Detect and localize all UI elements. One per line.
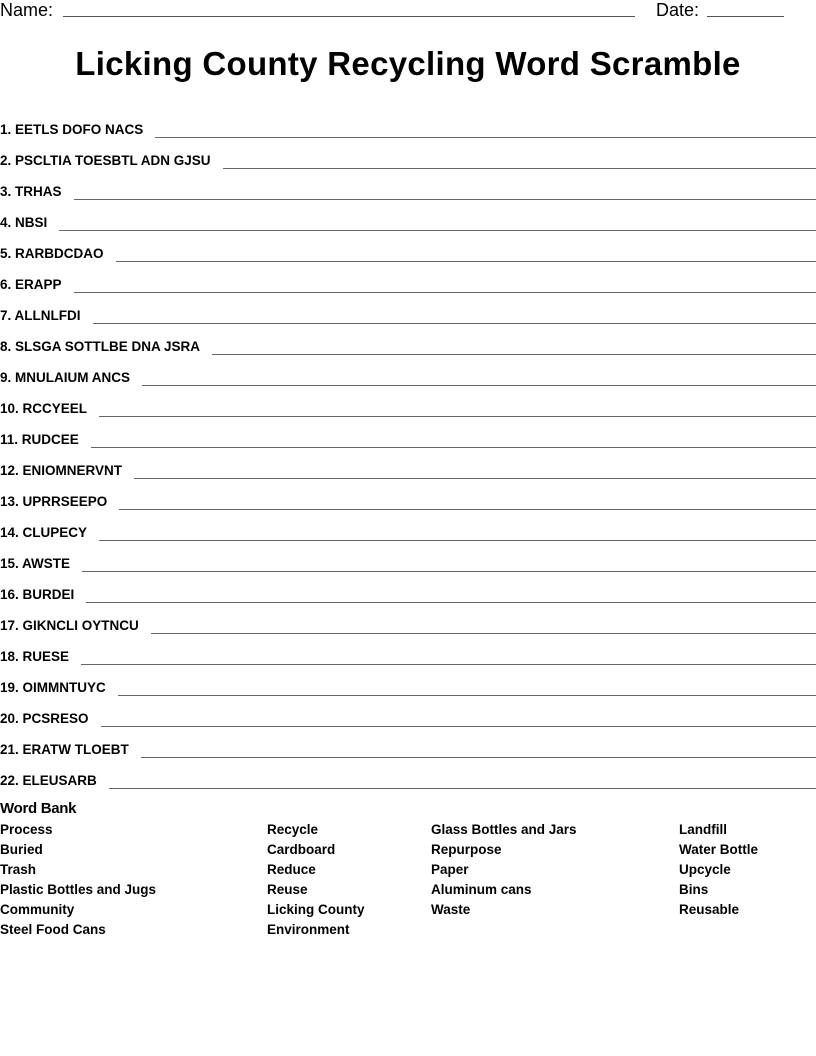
answer-line[interactable] [74,292,816,293]
question-row [0,141,816,172]
answer-line[interactable] [109,788,816,789]
worksheet-title: Licking County Recycling Word Scramble [75,45,741,82]
word-bank-item: Community [0,902,75,917]
scrambled-word: 2. PSCLTIA TOESBTL ADN GJSU [0,153,211,168]
scrambled-word: 5. RARBDCDAO [0,246,104,261]
word-bank-item: Aluminum cans [431,882,532,897]
scrambled-word: 8. SLSGA SOTTLBE DNA JSRA [0,339,201,354]
question-row [0,327,816,358]
question-row [0,265,816,296]
scrambled-word: 15. AWSTE [0,556,71,571]
question-row [0,637,816,668]
question-row [0,296,816,327]
word-bank-item: Reusable [679,902,740,917]
answer-line[interactable] [151,633,816,634]
scrambled-word: 20. PCSRESO [0,711,89,726]
scrambled-word: 12. ENIOMNERVNT [0,463,123,478]
word-bank-item: Environment [267,922,350,937]
word-bank-column [431,821,577,921]
scrambled-word: 16. BURDEI [0,587,75,602]
question-row [0,358,816,389]
answer-line[interactable] [142,385,816,386]
word-bank-item: Landfill [679,822,727,837]
answer-line[interactable] [99,416,816,417]
question-row [0,389,816,420]
word-bank-column [0,821,156,941]
answer-line[interactable] [59,230,816,231]
scrambled-word: 18. RUESE [0,649,70,664]
scrambled-word: 14. CLUPECY [0,525,88,540]
word-bank-item: Upcycle [679,862,731,877]
answer-line[interactable] [134,478,816,479]
word-bank-item: Buried [0,842,43,857]
word-bank-column [267,821,365,941]
scrambled-word: 19. OIMMNTUYC [0,680,106,695]
question-row [0,203,816,234]
question-row [0,730,816,761]
scrambled-word: 22. ELEUSARB [0,773,97,788]
question-row [0,172,816,203]
answer-line[interactable] [99,540,816,541]
date-label: Date: [656,0,700,20]
scrambled-word: 13. UPRRSEEPO [0,494,108,509]
answer-line[interactable] [119,509,816,510]
name-answer-line[interactable] [63,16,635,17]
question-row [0,513,816,544]
word-bank-item: Steel Food Cans [0,922,106,937]
scrambled-word: 7. ALLNLFDI [0,308,81,323]
answer-line[interactable] [116,261,816,262]
word-bank-item: Water Bottle [679,842,759,857]
question-row [0,699,816,730]
word-bank-item: Paper [431,862,469,877]
question-row [0,544,816,575]
name-label: Name: [0,0,54,20]
answer-line[interactable] [93,323,816,324]
scrambled-word: 9. MNULAIUM ANCS [0,370,130,385]
word-bank-item: Trash [0,862,37,877]
answer-line[interactable] [81,664,816,665]
word-bank-item: Reuse [267,882,308,897]
word-bank-title: Word Bank [0,800,77,817]
word-bank-item: Glass Bottles and Jars [431,822,577,837]
question-row [0,420,816,451]
word-bank-item: Recycle [267,822,319,837]
word-bank-item: Cardboard [267,842,336,857]
word-bank-item: Licking County [267,902,365,917]
word-bank-item: Repurpose [431,842,502,857]
word-bank-item: Plastic Bottles and Jugs [0,882,157,897]
word-bank [0,821,816,941]
question-row [0,110,816,141]
word-bank-item: Waste [431,902,471,917]
date-answer-line[interactable] [707,16,784,17]
question-row [0,668,816,699]
word-bank-item: Bins [679,882,709,897]
answer-line[interactable] [223,168,816,169]
question-row [0,575,816,606]
question-row [0,451,816,482]
question-row [0,761,816,792]
scrambled-word: 21. ERATW TLOEBT [0,742,129,757]
answer-line[interactable] [82,571,816,572]
answer-line[interactable] [212,354,816,355]
scrambled-word: 3. TRHAS [0,184,62,199]
scrambled-word: 10. RCCYEEL [0,401,88,416]
word-bank-item: Process [0,822,53,837]
answer-line[interactable] [91,447,816,448]
question-row [0,234,816,265]
scrambled-word: 11. RUDCEE [0,432,79,447]
question-row [0,606,816,637]
scrambled-word: 6. ERAPP [0,277,62,292]
answer-line[interactable] [74,199,816,200]
answer-line[interactable] [118,695,816,696]
answer-line[interactable] [141,757,816,758]
scrambled-word: 17. GIKNCLI OYTNCU [0,618,139,633]
worksheet-header [0,0,816,22]
scrambled-word: 4. NBSI [0,215,48,230]
question-list [0,110,816,792]
scrambled-word: 1. EETLS DOFO NACS [0,122,144,137]
word-bank-column [679,821,758,921]
word-bank-item: Reduce [267,862,316,877]
answer-line[interactable] [101,726,816,727]
answer-line[interactable] [155,137,816,138]
answer-line[interactable] [86,602,816,603]
question-row [0,482,816,513]
